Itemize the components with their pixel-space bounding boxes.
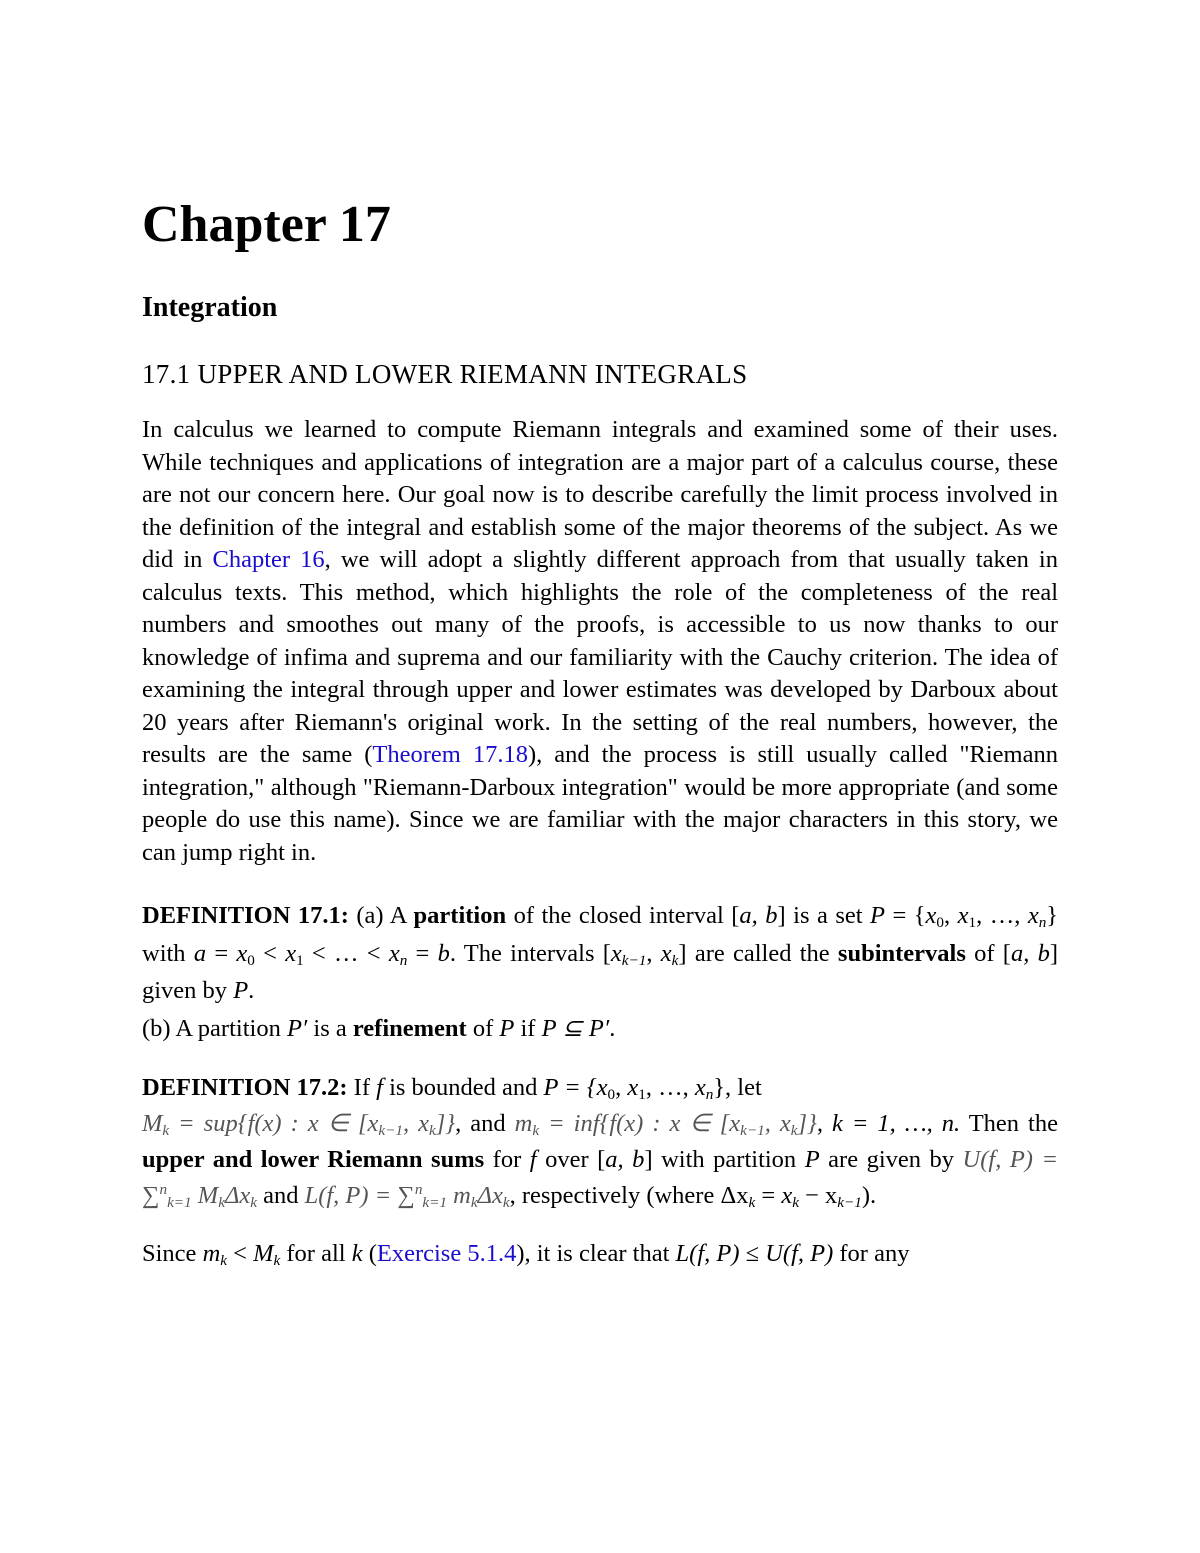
chapter-title: Chapter 17 <box>142 196 391 253</box>
definition-label: DEFINITION 17.2: <box>142 1074 348 1101</box>
since-paragraph: Since $m_k < M_k$ for all k (Exercise 5.1.4), it is clear that L(f, P) ≤ U(f, P) for any <box>142 1240 910 1269</box>
definition-label: DEFINITION 17.1: <box>142 902 349 929</box>
document-page <box>142 190 1058 1272</box>
chapter-16-link[interactable]: Chapter 16 <box>212 546 325 573</box>
term-subintervals: subintervals <box>837 939 966 967</box>
exercise-5-1-4-link[interactable]: Exercise 5.1.4 <box>376 1240 517 1267</box>
term-partition: partition <box>413 902 507 929</box>
definition-17-1: DEFINITION 17.1: (a) A partition of the closed interval [a, b] is a set $P = \{x_0$, $x_1$, …, $x_n$} with $a = x_0 < x_1$ < … < $x_n = b$. The intervals [$x_{k-1}$, $x_k$] are called the subintervals of [a, b] given by P. (b) A partition P′ is a refinement of P if P ⊆ P′. <box>142 902 1059 1042</box>
term-riemann-sums: upper and lower Riemann sums <box>142 1146 485 1173</box>
chapter-subtitle: Integration <box>142 292 278 323</box>
theorem-17-18-link[interactable]: Theorem 17.18 <box>372 741 528 768</box>
section-heading: 17.1 UPPER AND LOWER RIEMANN INTEGRALS <box>142 359 748 389</box>
definition-17-2: DEFINITION 17.2: If f is bounded and $P = \{x_0$, $x_1$, …, $x_n$}, let $M_k = sup\{f(x)$ : x ∈ [$x_{k-1}$, $x_k$]}, and $m_k = inf\{f(x)$ : x ∈ [$x_{k-1}$, $x_k$]}, k = 1, …, n. Then the upper and lower Riemann sums for f over [a, b] with partition P are given by U(f, P) = ∑$^n_{k=1}$ $M_k\Delta x_k$ and L(f, P) = ∑$^n_{k=1}$ $m_k\Delta x_k$, respectively (where $\Delta x_k = x_k - x_{k-1}$). <box>142 1074 1058 1211</box>
intro-paragraph: In calculus we learned to compute Riemann integrals and examined some of their uses. While techniques and applications of integration are a major part of a calculus course, these are not our concern here. Our goal now is to describe carefully the limit process involved in the definition of the integral and establish some of the major theorems of the subject. As we did in Chapter 16, we will adopt a slightly different approach from that usually taken in calculus texts. This method, which highlights the role of the completeness of the real numbers and smoothes out many of the proofs, is accessible to us now thanks to our knowledge of infima and suprema and our familiarity with the Cauchy criterion. The idea of examining the integral through upper and lower estimates was developed by Darboux about 20 years after Riemann's original work. In the setting of the real numbers, however, the results are the same (Theorem 17.18), and the process is still usually called "Riemann integration," although "Riemann-Darboux integration" would be more appropriate (and some people do use this name). Since we are familiar with the major characters in this story, we can jump right in. <box>142 416 1058 866</box>
term-refinement: refinement <box>352 1014 467 1042</box>
